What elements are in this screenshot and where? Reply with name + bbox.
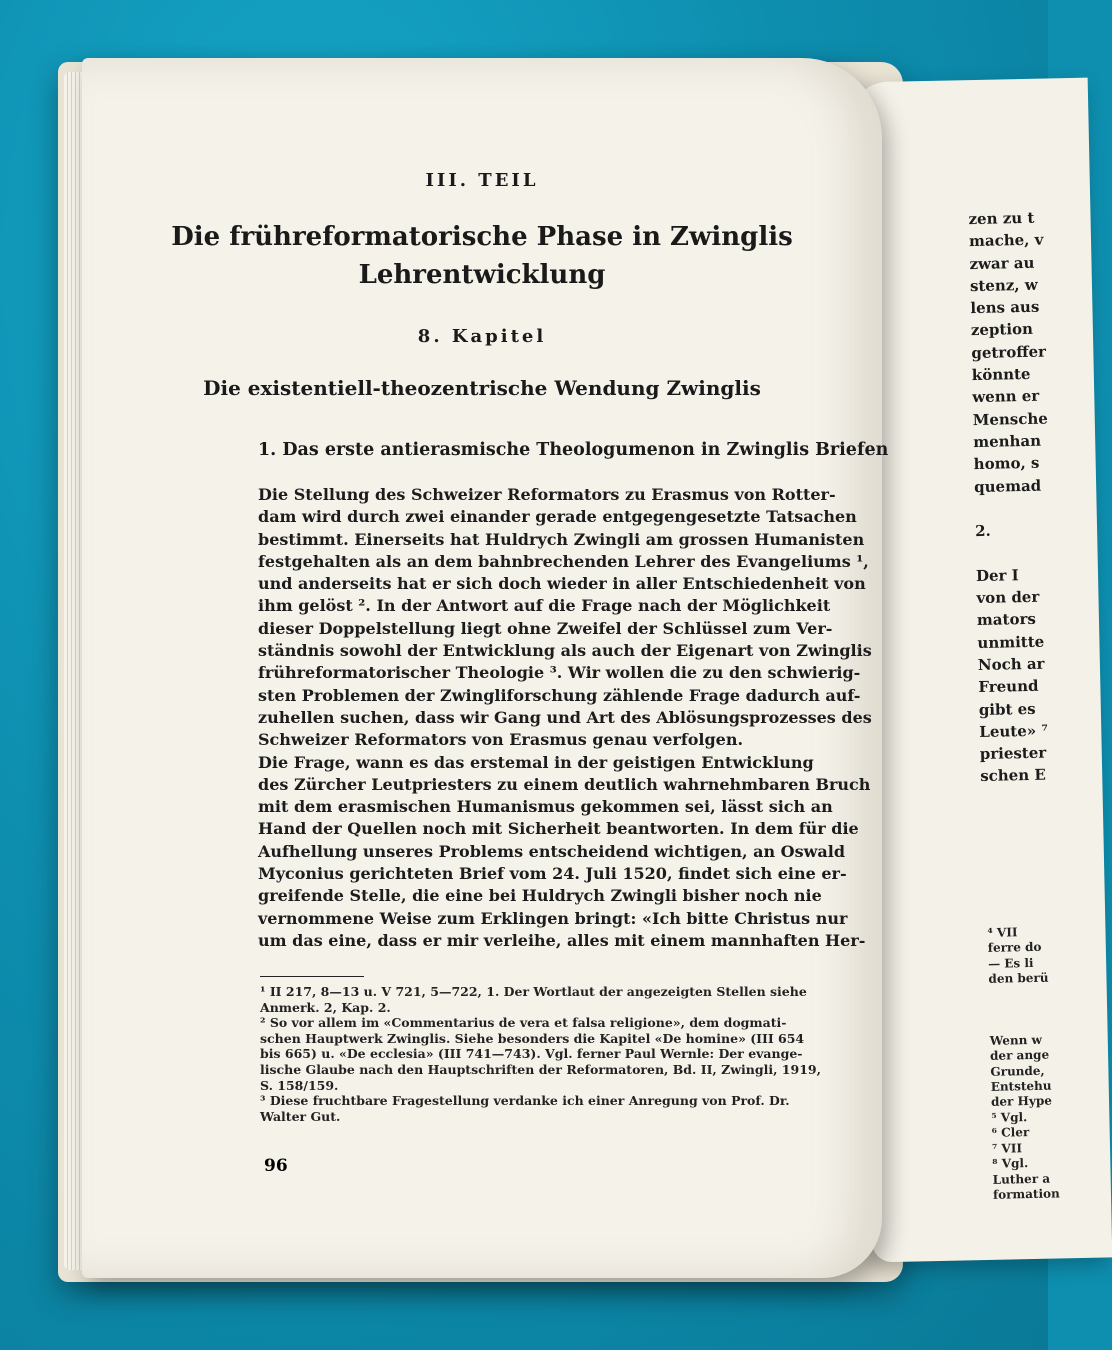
right-footnote-line: ⁸ Vgl. <box>992 1156 1029 1171</box>
body-line: ihm gelöst ². In der Antwort auf die Frage nach der Möglichkeit <box>258 596 831 616</box>
chapter-title: Die existentiell-theozentrische Wendung Zwinglis <box>203 376 761 400</box>
right-page-line: 2. <box>974 521 991 541</box>
right-footnote-line: formation <box>992 1186 1060 1202</box>
body-line: Aufhellung unseres Problems entscheidend wichtigen, an Oswald <box>258 841 846 861</box>
right-page-line: homo, s <box>973 453 1040 474</box>
right-footnote-line <box>989 986 1056 1003</box>
right-page-line: gibt es <box>978 699 1036 719</box>
body-line: ständnis sowohl der Entwicklung als auch der Eigenart von Zwinglis <box>258 641 872 661</box>
title-line-1: Die frühreformatorische Phase in Zwinglis <box>171 222 793 252</box>
right-footnote-line <box>989 1002 1056 1019</box>
footnote-rule <box>260 976 364 977</box>
left-page <box>82 58 889 1278</box>
footnote-line: Anmerk. 2, Kap. 2. <box>260 999 391 1015</box>
body-line: bestimmt. Einerseits hat Huldrych Zwingli am grossen Humanisten <box>258 529 865 549</box>
right-page-line: könnte <box>971 364 1031 385</box>
body-line: Hand der Quellen noch mit Sicherheit beantworten. In dem für die <box>258 819 859 839</box>
page-number: 96 <box>264 1156 288 1176</box>
right-footnote-line: Luther a <box>992 1171 1051 1187</box>
body-line: zuhellen suchen, dass wir Gang und Art des Ablösungsprozesses des <box>258 707 872 727</box>
body-line: des Zürcher Leutpriesters zu einem deutlich wahrnehmbaren Bruch <box>258 774 871 794</box>
right-page-line: Noch ar <box>977 654 1045 674</box>
body-line: um das eine, dass er mir verleihe, alles mit einem mannhaften Her- <box>258 930 866 950</box>
right-page-line: zeption <box>970 320 1034 340</box>
right-footnote-line: der ange <box>989 1047 1050 1064</box>
chapter-heading: 8. Kapitel <box>417 326 547 347</box>
right-page-line: wenn er <box>972 387 1040 407</box>
right-page-line: menhan <box>973 431 1042 452</box>
right-footnote-line: Wenn w <box>989 1032 1042 1048</box>
page-title <box>82 218 882 294</box>
footnote-line: bis 665) u. «De ecclesia» (III 741—743). Vgl. ferner Paul Wernle: Der evange- <box>260 1046 803 1062</box>
footnote-line: ³ Diese fruchtbare Fragestellung verdanke ich einer Anregung von Prof. Dr. <box>260 1093 790 1109</box>
body-line: dam wird durch zwei einander gerade entgegengesetzte Tatsachen <box>258 507 857 527</box>
footnote-line: Walter Gut. <box>260 1108 341 1124</box>
right-footnote-line: — Es li <box>988 955 1034 971</box>
right-page-line <box>974 496 1050 520</box>
body-line: Myconius gerichteten Brief vom 24. Juli 1520, findet sich eine er- <box>258 864 847 884</box>
body-line: und anderseits hat er sich doch wieder in aller Entschiedenheit von <box>258 574 866 594</box>
part-heading: III. TEIL <box>425 170 539 191</box>
right-footnote-line: den berü <box>988 970 1049 987</box>
right-page-line: stenz, w <box>969 275 1038 296</box>
body-line: dieser Doppelstellung liegt ohne Zweifel der Schlüssel zum Ver- <box>258 618 833 638</box>
right-footnote-line <box>989 1017 1056 1034</box>
right-page-line: zwar au <box>969 253 1035 273</box>
footnote-line: S. 158/159. <box>260 1077 339 1093</box>
footnote-line: lische Glaube nach den Hauptschriften der Reformatoren, Bd. II, Zwingli, 1919, <box>260 1061 821 1077</box>
right-footnote-line: ⁵ Vgl. <box>991 1109 1028 1125</box>
right-page <box>848 78 1112 1263</box>
footnote-line: ² So vor allem im «Commentarius de vera et falsa religione», dem dogmati- <box>260 1015 787 1031</box>
right-footnote-line: ⁷ VII <box>991 1140 1023 1156</box>
body-line: frühreformatorischer Theologie ³. Wir wollen die zu den schwierig- <box>258 663 861 683</box>
right-page-line: Freund <box>978 677 1039 697</box>
right-page-line: zen zu t <box>968 208 1035 229</box>
right-footnote-line: Grunde, <box>990 1063 1045 1079</box>
right-page-line: unmitte <box>977 632 1045 652</box>
right-page-line: getroffer <box>971 342 1047 362</box>
title-line-2: Lehrentwicklung <box>358 260 606 290</box>
right-footnote-line: der Hype <box>990 1094 1053 1110</box>
right-page-line: schen E <box>980 766 1046 786</box>
right-footnote-line: ⁶ Cler <box>991 1125 1030 1141</box>
body-line: Die Stellung des Schweizer Reformators zu Erasmus von Rotter- <box>258 485 836 504</box>
right-page-line: mache, v <box>968 230 1044 251</box>
right-page-line: lens aus <box>970 297 1040 318</box>
right-page-footnotes <box>987 925 1060 1204</box>
footnote-line: ¹ II 217, 8—13 u. V 721, 5—722, 1. Der Wortlaut der angezeigten Stellen siehe <box>260 984 807 999</box>
body-line: Die Frage, wann es das erstemal in der geistigen Entwicklung <box>258 752 814 772</box>
body-line: vernommene Weise zum Erklingen bringt: «Ich bitte Christus nur <box>258 908 848 928</box>
right-page-line <box>975 541 1051 565</box>
right-page-line: Leute» ⁷ <box>979 721 1049 741</box>
right-footnote-line: ferre do <box>987 940 1042 956</box>
body-line: mit dem erasmischen Humanismus gekommen sei, lässt sich an <box>258 797 833 817</box>
body-line: greifende Stelle, die eine bei Huldrych Zwingli bisher noch nie <box>258 886 822 906</box>
right-page-line: Mensche <box>972 409 1049 429</box>
body-text <box>258 484 872 952</box>
right-page-line: quemad <box>973 476 1042 496</box>
footnote-line: schen Hauptwerk Zwinglis. Siehe besonders die Kapitel «De homine» (III 654 <box>260 1030 805 1046</box>
right-page-line: Der I <box>975 565 1019 585</box>
right-footnote-line: ⁴ VII <box>987 925 1018 940</box>
body-line: Schweizer Reformators von Erasmus genau verfolgen. <box>258 730 744 750</box>
right-page-line: von der <box>976 587 1040 608</box>
right-page-line: mators <box>976 610 1037 630</box>
footnotes <box>260 984 860 1124</box>
section-heading: 1. Das erste antierasmische Theologumenon in Zwinglis Briefen <box>258 440 889 460</box>
right-footnote-line: Entstehu <box>990 1078 1052 1094</box>
body-line: festgehalten als an dem bahnbrechenden Lehrer des Evangeliums ¹, <box>258 551 869 571</box>
right-page-text <box>968 207 1055 788</box>
body-line: sten Problemen der Zwingliforschung zählende Frage dadurch auf- <box>258 685 861 705</box>
right-page-line: priester <box>979 743 1047 764</box>
